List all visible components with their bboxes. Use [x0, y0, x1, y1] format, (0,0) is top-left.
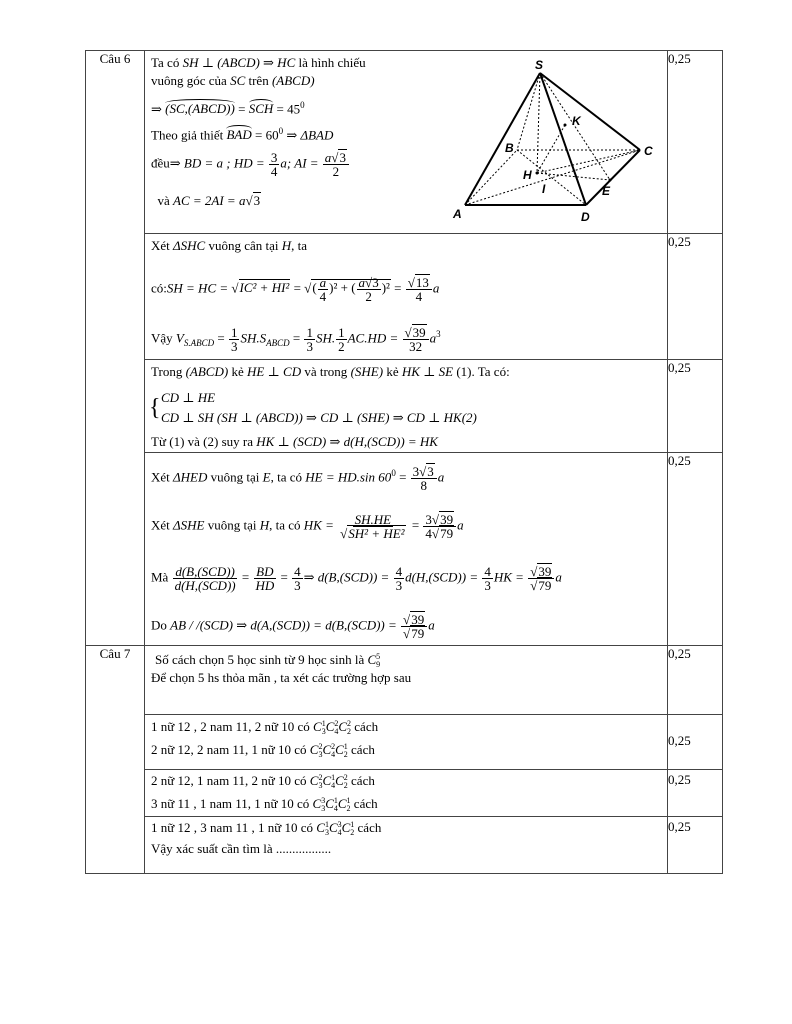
- figure-label-c: C: [644, 144, 653, 158]
- points-cau7-2: 0,25: [668, 715, 723, 770]
- cau7-step-4: 1 nữ 12 , 3 nam 11 , 1 nữ 10 có C 1 3 C 3 4 C 1 2 cách Vậy xác suất cần tìm là .................: [145, 817, 668, 874]
- figure-label-d: D: [581, 210, 590, 224]
- question-label-7: Câu 7: [86, 646, 145, 874]
- points-cau6-4: 0,25: [668, 453, 723, 646]
- cau6-step-3: Trong (ABCD) kẻ HE ⊥ CD và trong (SHE) kẻ HK ⊥ SE (1). Ta có: { CD ⊥ HE CD ⊥ SH (SH ⊥ (ABCD)) ⇒ CD ⊥ (SHE) ⇒ CD ⊥ HK(2) Từ (1) và (2) suy ra HK ⊥ (SCD) ⇒ d(H,(SCD)) = HK: [145, 360, 668, 453]
- figure-label-k: K: [572, 114, 581, 128]
- figure-label-e: E: [602, 184, 611, 198]
- points-cau7-1: 0,25: [668, 646, 723, 715]
- case-row-1: 1 nữ 12 , 2 nam 11, 2 nữ 10 có C 1 3 C 2 4 C 2 2 cách: [151, 719, 379, 737]
- figure-label-s: S: [535, 58, 544, 72]
- cau7-step-1: Số cách chọn 5 học sinh từ 9 học sinh là C 5 9 Để chọn 5 hs thỏa mãn , ta xét các trường hợp sau: [145, 646, 668, 715]
- case-row-5: 1 nữ 12 , 3 nam 11 , 1 nữ 10 có C 1 3 C 3 4 C 1 2 cách: [151, 820, 382, 838]
- cau6-step-1: Ta có SH ⊥ (ABCD) ⇒ HC là hình chiếu vuông góc của SC trên (ABCD) ⇒ (SC,(ABCD)) = SCH = $45^0$ Theo giả thiết BAD = $60^0$ ⇒ ΔBAD đều⇒ BD = a ; HD = $\frac{3}{4}$ a; AI = $\frac{a√3}{2}$ và AC = 2AI = a√3 S K B C H I E A D: [145, 51, 668, 234]
- cau7-step-3: [145, 770, 668, 817]
- points-cau6-3: 0,25: [668, 360, 723, 453]
- points-cau7-3: 0,25: [668, 770, 723, 817]
- points-cau7-4: 0,25: [668, 817, 723, 874]
- figure-label-i: I: [542, 182, 546, 196]
- case-row-3: 2 nữ 12, 1 nam 11, 2 nữ 10 có C 2 3 C 1 4 C 2 2 cách: [151, 773, 375, 791]
- cau6-step-4: Xét ΔHED vuông tại E, ta có HE = HD.sin $60^0$ = $\frac{3√3}{8}$ a Xét ΔSHE vuông tại H, ta có HK = $\frac{SH.HE}{\text{√SH² + HE²}}$ = $\frac{3√39}{4√79}$ a Mà $\frac{\text{d(B,(SCD))}}{\text{d(H,(SCD))}}$ = $\frac{BD}{HD}$ = $\frac{4}{3}$ ⇒ d(B,(SCD)) = $\frac{4}{3}$ d(H,(SCD)) = $\frac{4}{3}$ HK = $\frac{√39}{√79}$ a Do AB / /(SCD) ⇒ d(A,(SCD)) = d(B,(SCD)) = $\frac{√39}{√79}$ a: [145, 453, 668, 646]
- case-row-2: 2 nữ 12, 2 nam 11, 1 nữ 10 có C 2 3 C 2 4 C 1 2 cách: [151, 742, 375, 760]
- pyramid-figure: [445, 55, 665, 227]
- figure-label-b: B: [505, 141, 514, 155]
- cau7-step-2: [145, 715, 668, 770]
- case-row-4: 3 nữ 11 , 1 nam 11, 1 nữ 10 có C 3 3 C 1 4 C 1 2 cách: [151, 796, 378, 814]
- points-cau6-1: 0,25: [668, 51, 723, 234]
- points-cau6-2: 0,25: [668, 234, 723, 360]
- question-label-6: Câu 6: [86, 51, 145, 646]
- figure-label-h: H: [523, 168, 532, 182]
- figure-label-a: A: [453, 207, 462, 221]
- cau6-step-2: Xét ΔSHC vuông cân tại H, ta có:SH = HC = √IC² + HI² = √( $\frac{a}{4}$ )² + ( $\frac{a√3}{2}$ )² = $\frac{√13}{4}$ a Vậy $V_{S.ABCD}$ = $\frac{1}{3}$ $SH.S_{ABCD}$ = $\frac{1}{3}$ SH. $\frac{1}{2}$ AC.HD = $\frac{√39}{32}$ $a^3$: [145, 234, 668, 360]
- answer-table: [85, 50, 723, 874]
